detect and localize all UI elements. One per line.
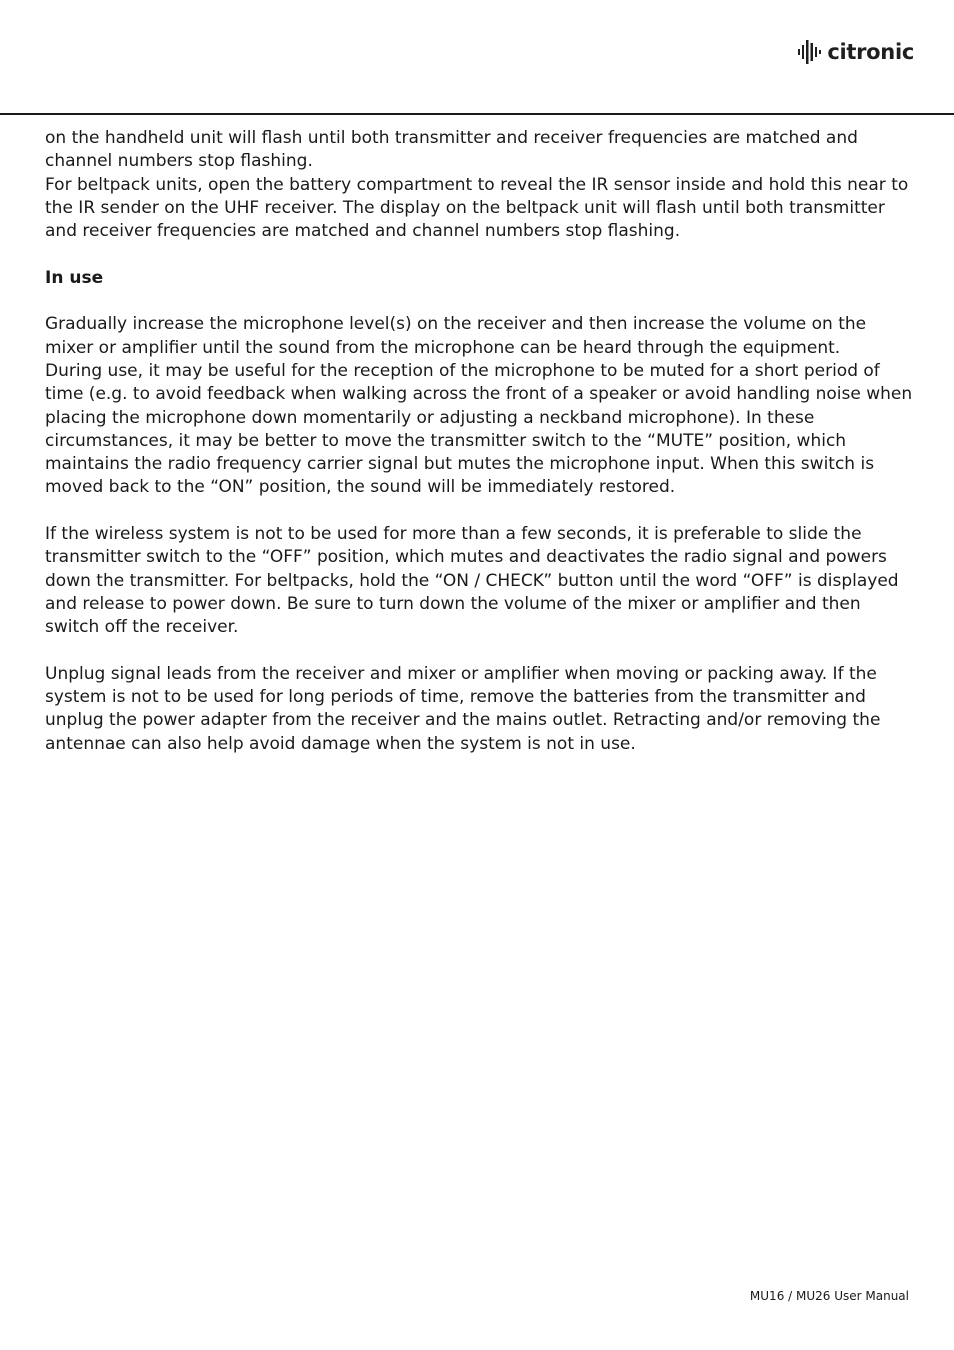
document-body xyxy=(45,127,915,756)
brand-name: citronic xyxy=(827,40,914,64)
paragraph-mute: During use, it may be useful for the reception of the microphone to be muted for a short period of time (e.g. to avoid feedback when walking across the front of a speaker or avoid handling noise when placing the microphone down momentarily or adjusting a neckband microphone). In these circumstances, it may be better to move the transmitter switch to the “MUTE” position, which maintains the radio frequency carrier signal but mutes the microphone input. When this switch is moved back to the “ON” position, the sound will be immediately restored. xyxy=(45,360,913,498)
soundwave-logo-icon xyxy=(797,40,823,64)
spacer xyxy=(45,500,915,523)
paragraph-storage: Unplug signal leads from the receiver and mixer or amplifier when moving or packing away. If the system is not to be used for long periods of time, remove the batteries from the transmitter and unplug the power adapter from the receiver and the mains outlet. Retracting and/or removing the antennae can also help avoid damage when the system is not in use. xyxy=(45,663,881,754)
spacer xyxy=(45,640,915,663)
paragraph-handheld-sync: on the handheld unit will flash until both transmitter and receiver frequencies are matched and channel numbers stop flashing. xyxy=(45,128,858,172)
section-heading: In use xyxy=(45,267,104,288)
paragraph-level-setup: Gradually increase the microphone level(s) on the receiver and then increase the volume on the mixer or amplifier until the sound from the microphone can be heard through the equipment. xyxy=(45,314,867,358)
paragraph-power-off: If the wireless system is not to be used for more than a few seconds, it is preferable to slide the transmitter switch to the “OFF” position, which mutes and deactivates the radio signal and powers down the transmitter. For beltpacks, hold the “ON / CHECK” button until the word “OFF” is displayed and release to power down. Be sure to turn down the volume of the mixer or amplifier and then switch off the receiver. xyxy=(45,524,899,638)
spacer xyxy=(45,243,915,266)
paragraph-beltpack-sync: For beltpack units, open the battery compartment to reveal the IR sensor inside and hold this near to the IR sender on the UHF receiver. The display on the beltpack unit will flash until both transmitter and receiver frequencies are matched and channel numbers stop flashing. xyxy=(45,174,909,242)
brand-logo xyxy=(797,40,914,64)
spacer xyxy=(45,290,915,313)
footer-manual-title: MU16 / MU26 User Manual xyxy=(749,1289,909,1303)
header-divider xyxy=(0,113,954,115)
